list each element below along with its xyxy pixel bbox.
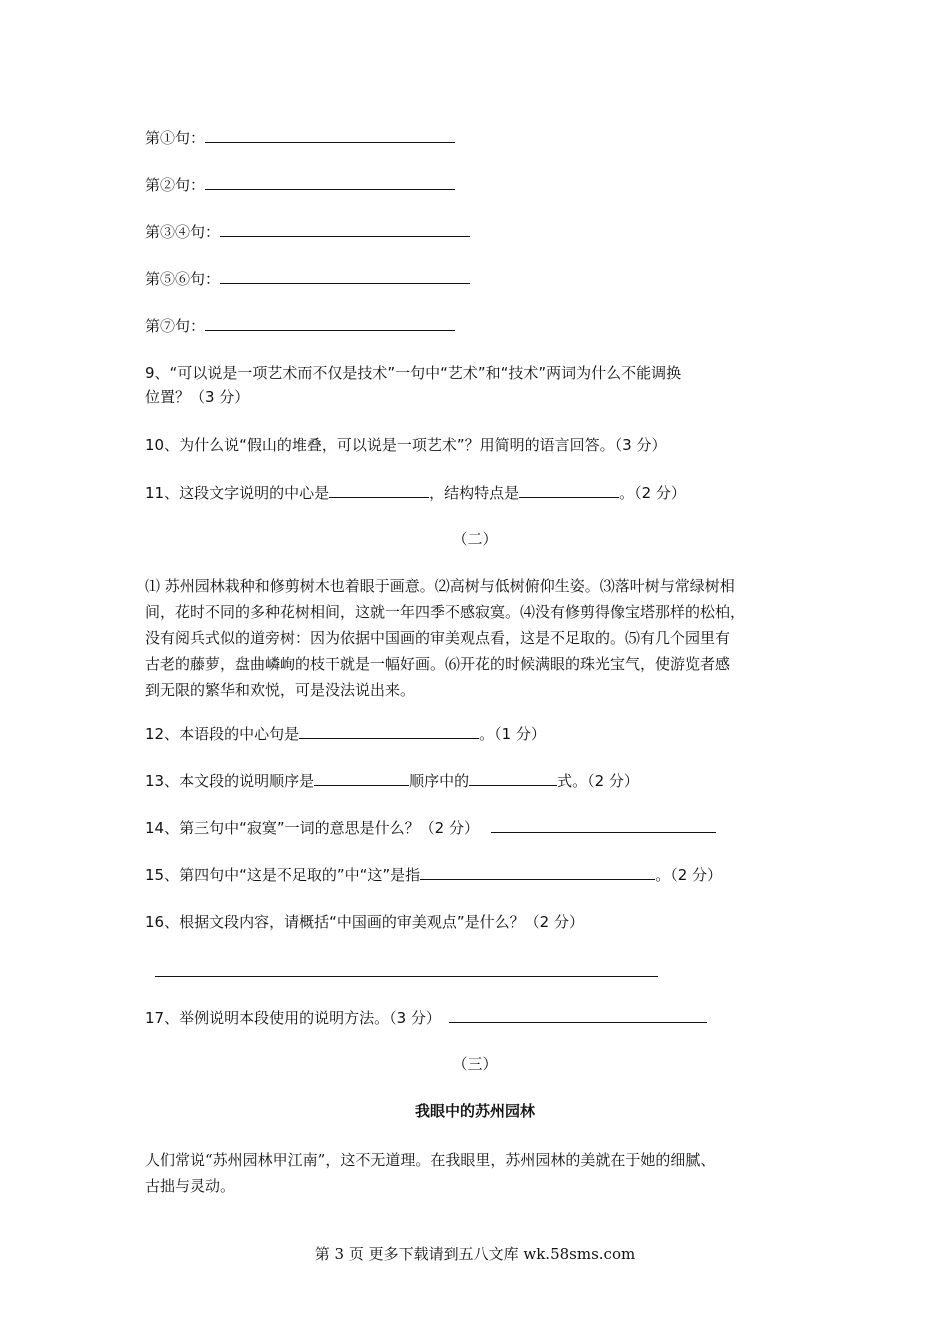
- answer-blank[interactable]: [220, 219, 470, 237]
- question-13-text-a: 13、本文段的说明顺序是: [145, 772, 315, 790]
- question-14-text: 14、第三句中“寂寞”一词的意思是什么？（2 分）: [145, 819, 479, 837]
- question-11-text-a: 11、这段文字说明的中心是: [145, 484, 330, 502]
- question-16: 16、根据文段内容，请概括“中国画的审美观点”是什么？（2 分）: [145, 913, 584, 931]
- question-15: [145, 862, 722, 887]
- question-9-line-2: 位置？（3 分）: [145, 388, 250, 406]
- answer-blank[interactable]: [519, 480, 619, 498]
- question-17: [145, 1005, 707, 1030]
- question-12: [145, 721, 546, 746]
- question-11-text-b: ，结构特点是: [429, 484, 520, 502]
- answer-blank[interactable]: [299, 721, 479, 739]
- sentence-1-label: 第①句：: [145, 129, 206, 147]
- answer-blank[interactable]: [469, 768, 557, 786]
- answer-blank[interactable]: [220, 266, 470, 284]
- question-10: 10、为什么说“假山的堆叠，可以说是一项艺术”？用简明的语言回答。（3 分）: [145, 436, 667, 454]
- intro-line-2: 古拙与灵动。: [145, 1177, 236, 1195]
- answer-blank[interactable]: [205, 313, 455, 331]
- passage-line: 古老的藤萝，盘曲嶙峋的枝干就是一幅好画。⑹开花的时候满眼的珠光宝气，使游览者感: [145, 655, 731, 673]
- page-footer: 第 3 页 更多下载请到五八文库 wk.58sms.com: [314, 1245, 636, 1263]
- sentence-2-line: [145, 172, 455, 197]
- question-17-text: 17、举例说明本段使用的说明方法。（3 分）: [145, 1009, 441, 1027]
- sentence-1-line: [145, 125, 455, 150]
- sentence-7-label: 第⑦句：: [145, 317, 206, 335]
- question-12-text-b: 。（1 分）: [479, 725, 546, 743]
- sentence-7-line: [145, 313, 455, 338]
- answer-blank[interactable]: [329, 480, 429, 498]
- sentence-3-4-line: [145, 219, 470, 244]
- section-2-heading: （二）: [452, 530, 498, 548]
- sentence-5-6-line: [145, 266, 470, 291]
- sentence-2-label: 第②句：: [145, 176, 206, 194]
- question-11-text-c: 。（2 分）: [619, 484, 686, 502]
- answer-blank[interactable]: [205, 172, 455, 190]
- question-15-text-a: 15、第四句中“这是不足取的”中“这”是指: [145, 866, 421, 884]
- article-title: 我眼中的苏州园林: [414, 1102, 535, 1120]
- question-13: [145, 768, 639, 793]
- question-13-text-b: 顺序中的: [409, 772, 470, 790]
- question-13-text-c: 式。（2 分）: [557, 772, 639, 790]
- question-16-answer-line[interactable]: [155, 976, 658, 977]
- answer-blank[interactable]: [314, 768, 409, 786]
- section-2-passage: [145, 573, 810, 703]
- sentence-3-4-label: 第③④句：: [145, 223, 221, 241]
- question-14: [145, 815, 716, 840]
- article-intro: [145, 1147, 810, 1199]
- question-15-text-b: 。（2 分）: [655, 866, 722, 884]
- passage-line: 到无限的繁华和欢悦，可是没法说出来。: [145, 681, 416, 699]
- passage-line: 没有阅兵式似的道旁树：因为依据中国画的审美观点看，这是不足取的。⑸有几个园里有: [145, 629, 731, 647]
- answer-blank[interactable]: [205, 125, 455, 143]
- answer-blank[interactable]: [420, 862, 655, 880]
- intro-line-1: 人们常说“苏州园林甲江南”，这不无道理。在我眼里，苏州园林的美就在于她的细腻、: [145, 1151, 716, 1169]
- passage-line: 间，花时不同的多种花树相间，这就一年四季不感寂寞。⑷没有修剪得像宝塔那样的松柏，: [145, 603, 746, 621]
- passage-line: ⑴ 苏州园林栽种和修剪树木也着眼于画意。⑵高树与低树俯仰生姿。⑶落叶树与常绿树相: [145, 577, 735, 595]
- section-3-heading: （三）: [452, 1055, 498, 1073]
- answer-blank[interactable]: [491, 815, 716, 833]
- answer-blank[interactable]: [449, 1005, 707, 1023]
- question-9-line-1: 9、“可以说是一项艺术而不仅是技术”一句中“艺术”和“技术”两词为什么不能调换: [145, 364, 682, 382]
- question-12-text-a: 12、本语段的中心句是: [145, 725, 300, 743]
- question-11: [145, 480, 686, 505]
- sentence-5-6-label: 第⑤⑥句：: [145, 270, 221, 288]
